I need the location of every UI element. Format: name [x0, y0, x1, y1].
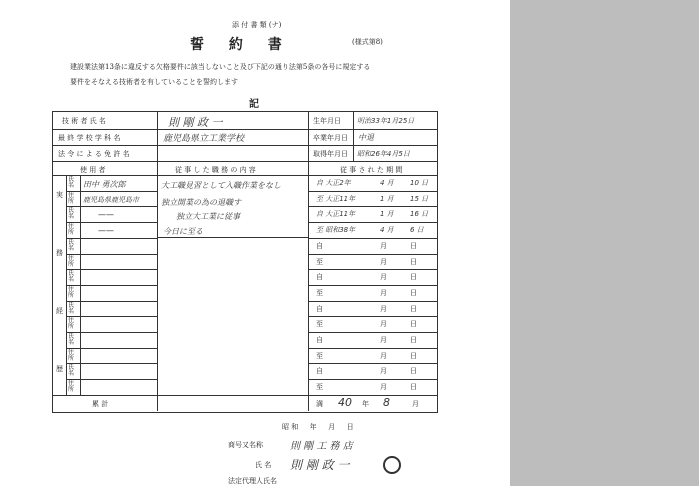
- trade-name-label: 商号又名称: [228, 441, 263, 449]
- name-label: 氏名: [68, 302, 75, 315]
- trade-name-value: 則 剛 工 務 店: [290, 441, 353, 452]
- personal-seal-stamp: [383, 456, 401, 474]
- period-from-to: 自: [316, 336, 323, 344]
- agent-name-label: 法定代理人氏名: [228, 477, 277, 485]
- license-date-value: 昭和26年4月5日: [357, 150, 410, 158]
- name-label: 氏名: [68, 333, 75, 346]
- right-gray-margin: [510, 0, 699, 486]
- period-from-to: 自: [316, 305, 323, 313]
- birthdate-value: 明治33年1月25日: [357, 117, 415, 125]
- graduation-value: 中退: [358, 133, 374, 142]
- duties-line-2: 独立開業の為の退職す: [161, 198, 241, 207]
- employer-2-name: ——: [98, 210, 114, 219]
- period-month: 月: [380, 320, 387, 328]
- address-label: 住所: [68, 286, 75, 299]
- school-value: 鹿児島県立工業学校: [163, 134, 245, 144]
- period-month: 月: [380, 258, 387, 266]
- period-month: 月: [380, 289, 387, 297]
- period-day: 日: [410, 289, 417, 297]
- period-from-to: 至: [316, 383, 323, 391]
- side-label-2: 務: [56, 249, 63, 257]
- period-from-to: 自 大正2年: [316, 179, 351, 187]
- name-label: 氏名: [68, 176, 75, 189]
- form-label: 添 付 書 類 (ナ): [232, 21, 282, 29]
- period-day: 日: [410, 305, 417, 313]
- period-month: 1 月: [380, 195, 394, 203]
- period-day: 16 日: [410, 210, 429, 218]
- period-day: 日: [410, 242, 417, 250]
- total-years-unit: 年: [362, 400, 369, 408]
- name-label: 氏名: [68, 270, 75, 283]
- name-label: 氏名: [68, 239, 75, 252]
- period-month: 月: [380, 336, 387, 344]
- owner-name-label: 氏 名: [255, 461, 272, 469]
- period-day: 15 日: [410, 195, 429, 203]
- period-day: 日: [410, 383, 417, 391]
- graduation-label: 卒業年月日: [313, 134, 348, 142]
- total-prefix: 満: [316, 400, 323, 408]
- period-month: 4 月: [380, 179, 394, 187]
- period-day: 日: [410, 320, 417, 328]
- address-label: 住所: [68, 255, 75, 268]
- total-months-unit: 月: [412, 400, 419, 408]
- period-month: 月: [380, 352, 387, 360]
- engineer-name-value: 則 剛 政 一: [168, 116, 223, 129]
- period-month: 月: [380, 383, 387, 391]
- license-label: 法 令 に よ る 免 許 名: [58, 150, 130, 158]
- duties-line-4: 今日に至る: [163, 227, 203, 236]
- period-day: 日: [410, 336, 417, 344]
- period-day: 日: [410, 352, 417, 360]
- side-label-3: 経: [56, 307, 63, 315]
- address-label: 住所: [68, 317, 75, 330]
- owner-name-value: 則 剛 政 一: [290, 458, 350, 472]
- employer-1-name: 田中 勇次郎: [83, 180, 126, 189]
- footer-date: 昭 和 年 月 日: [282, 423, 354, 431]
- employer-1-address: 鹿児島県鹿児島市: [83, 196, 139, 204]
- period-month: 月: [380, 305, 387, 313]
- period-from-to: 自: [316, 242, 323, 250]
- address-label: 住所: [68, 380, 75, 393]
- name-label: 氏名: [68, 364, 75, 377]
- document-title: 誓 約 書: [190, 37, 292, 53]
- period-month: 1 月: [380, 210, 394, 218]
- total-label: 累 計: [92, 400, 109, 408]
- period-from-to: 至 昭和38年: [316, 226, 356, 234]
- side-label-1: 実: [56, 191, 63, 199]
- employer-2-address: ——: [98, 226, 114, 235]
- period-from-to: 至: [316, 352, 323, 360]
- ki-heading: 記: [249, 99, 259, 110]
- duties-line-1: 大工職見習として入職作業をなし: [161, 181, 281, 190]
- period-from-to: 自: [316, 273, 323, 281]
- period-month: 月: [380, 273, 387, 281]
- period-day: 10 日: [410, 179, 429, 187]
- period-from-to: 至 大正11年: [316, 195, 356, 203]
- address-label: 住所: [68, 223, 75, 236]
- period-day: 6 日: [410, 226, 424, 234]
- period-day: 日: [410, 273, 417, 281]
- period-month: 月: [380, 367, 387, 375]
- period-day: 日: [410, 367, 417, 375]
- total-years-value: 40: [338, 396, 352, 409]
- period-header: 従 事 さ れ た 期 間: [340, 166, 403, 174]
- period-month: 月: [380, 242, 387, 250]
- period-month: 4 月: [380, 226, 394, 234]
- total-months-value: 8: [383, 396, 390, 409]
- period-from-to: 至: [316, 289, 323, 297]
- period-from-to: 自: [316, 367, 323, 375]
- employer-header: 使 用 者: [80, 166, 106, 174]
- form-number: (様式第8): [352, 38, 383, 46]
- name-label: 氏名: [68, 207, 75, 220]
- address-label: 住所: [68, 192, 75, 205]
- address-label: 住所: [68, 349, 75, 362]
- duties-header: 従 事 し た 職 務 の 内 容: [175, 166, 256, 174]
- side-label-4: 歴: [56, 365, 63, 373]
- birthdate-label: 生年月日: [313, 117, 341, 125]
- duties-line-3: 独立大工業に従事: [176, 212, 240, 221]
- period-from-to: 至: [316, 320, 323, 328]
- engineer-name-label: 技 術 者 氏 名: [62, 117, 106, 125]
- period-day: 日: [410, 258, 417, 266]
- intro-line-2: 要件をそなえる技術者を有していることを誓約します: [70, 78, 238, 86]
- license-date-label: 取得年月日: [313, 150, 348, 158]
- period-from-to: 至: [316, 258, 323, 266]
- intro-line-1: 建設業法第13条に違反する欠格要件に該当しないこと及び下記の通り法第5条の各号に規定する: [70, 63, 371, 71]
- school-label: 最 終 学 校 学 科 名: [58, 134, 121, 142]
- period-from-to: 自 大正11年: [316, 210, 356, 218]
